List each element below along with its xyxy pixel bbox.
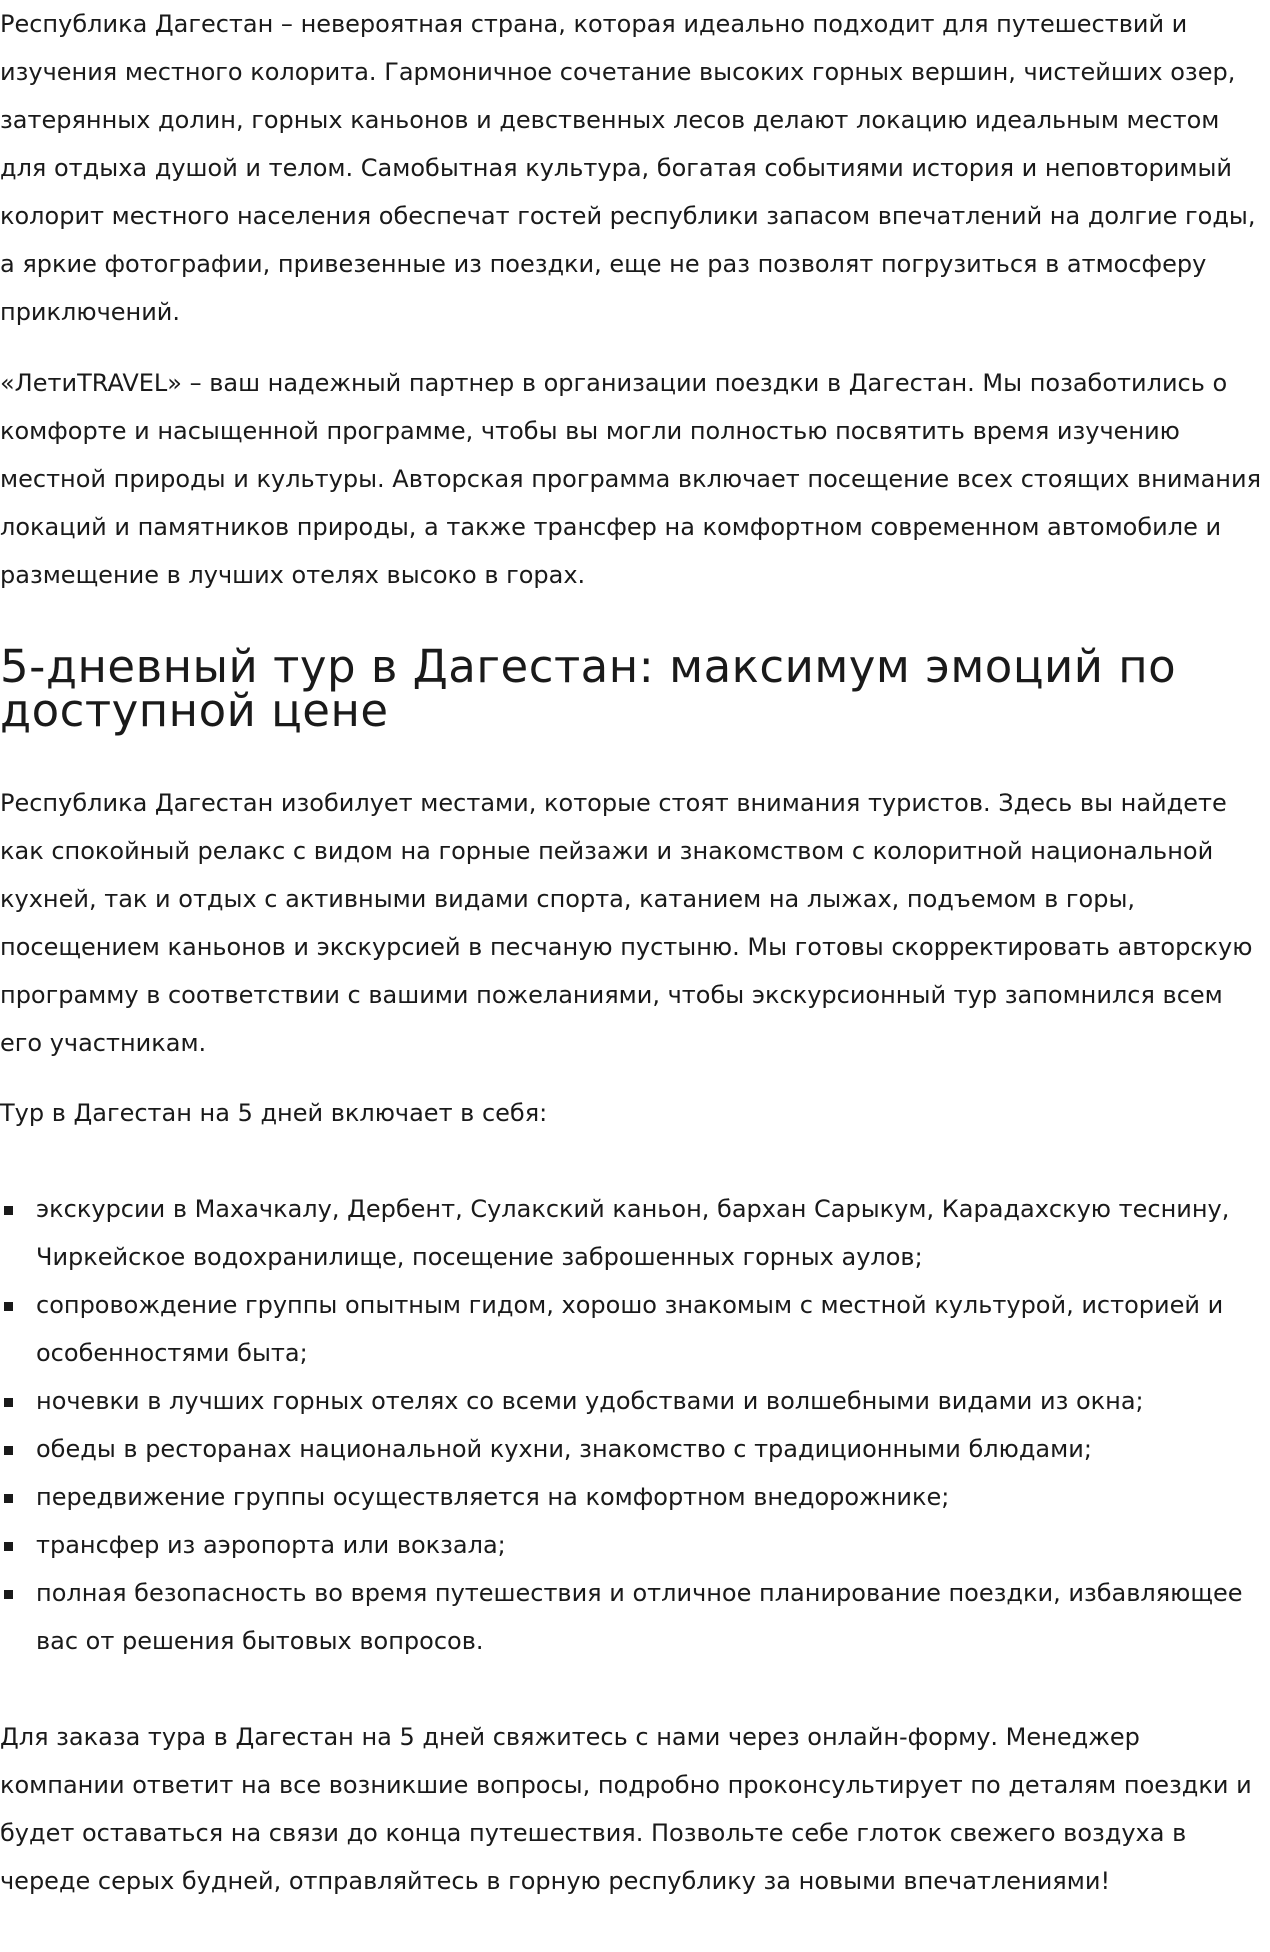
list-item-text: экскурсии в Махачкалу, Дербент, Сулакский каньон, бархан Сарыкум, Карадахскую теснину, Чиркейское водохранилище, посещение заброшенных горных аулов; <box>36 1195 1230 1271</box>
list-item-text: ночевки в лучших горных отелях со всеми удобствами и волшебными видами из окна; <box>36 1387 1144 1415</box>
section-paragraph-1: Республика Дагестан изобилует местами, которые стоят внимания туристов. Здесь вы найдете как спокойный релакс с видом на горные пейзажи и знакомством с колоритной национальной кухней, так и отдых с активными видами спорта, катанием на лыжах, подъемом в горы, посещением каньонов и экскурсией в песчаную пустыню. Мы готовы скорректировать авторскую программу в соответствии с вашими пожеланиями, чтобы экскурсионный тур запомнился всем его участникам. <box>0 789 1253 1057</box>
square-bullet-icon <box>4 1542 13 1551</box>
list-item <box>0 1521 1270 1569</box>
square-bullet-icon <box>4 1494 13 1503</box>
includes-list <box>0 1185 1270 1665</box>
section-heading: 5-дневный тур в Дагестан: максимум эмоций по доступной цене <box>0 640 1177 737</box>
square-bullet-icon <box>4 1398 13 1407</box>
list-item-text: сопровождение группы опытным гидом, хорошо знакомым с местной культурой, историей и особенностями быта; <box>36 1291 1224 1367</box>
list-item <box>0 1377 1270 1425</box>
square-bullet-icon <box>4 1302 13 1311</box>
square-bullet-icon <box>4 1590 13 1599</box>
list-item-text: обеды в ресторанах национальной кухни, знакомство с традиционными блюдами; <box>36 1435 1092 1463</box>
list-item-text: передвижение группы осуществляется на комфортном внедорожнике; <box>36 1483 950 1511</box>
list-item-text: полная безопасность во время путешествия и отличное планирование поездки, избавляющее вас от решения бытовых вопросов. <box>36 1579 1243 1655</box>
list-intro: Тур в Дагестан на 5 дней включает в себя: <box>0 1099 548 1127</box>
list-item <box>0 1473 1270 1521</box>
square-bullet-icon <box>4 1206 13 1215</box>
list-item <box>0 1185 1270 1281</box>
list-item <box>0 1569 1270 1665</box>
square-bullet-icon <box>4 1446 13 1455</box>
list-item <box>0 1281 1270 1377</box>
intro-paragraph-2: «ЛетиTRAVEL» – ваш надежный партнер в организации поездки в Дагестан. Мы позаботились о комфорте и насыщенной программе, чтобы вы могли полностью посвятить время изучению местной природы и культуры. Авторская программа включает посещение всех стоящих внимания локаций и памятников природы, а также трансфер на комфортном современном автомобиле и размещение в лучших отелях высоко в горах. <box>0 369 1262 589</box>
list-item <box>0 1425 1270 1473</box>
closing-paragraph: Для заказа тура в Дагестан на 5 дней свяжитесь с нами через онлайн-форму. Менеджер компании ответит на все возникшие вопросы, подробно проконсультирует по деталям поездки и будет оставаться на связи до конца путешествия. Позвольте себе глоток свежего воздуха в череде серых будней, отправляйтесь в горную республику за новыми впечатлениями! <box>0 1723 1252 1895</box>
intro-paragraph-1: Республика Дагестан – невероятная страна, которая идеально подходит для путешествий и изучения местного колорита. Гармоничное сочетание высоких горных вершин, чистейших озер, затерянных долин, горных каньонов и девственных лесов делают локацию идеальным местом для отдыха душой и телом. Самобытная культура, богатая событиями история и неповторимый колорит местного населения обеспечат гостей республики запасом впечатлений на долгие годы, а яркие фотографии, привезенные из поездки, еще не раз позволят погрузиться в атмосферу приключений. <box>0 10 1256 326</box>
list-item-text: трансфер из аэропорта или вокзала; <box>36 1531 506 1559</box>
